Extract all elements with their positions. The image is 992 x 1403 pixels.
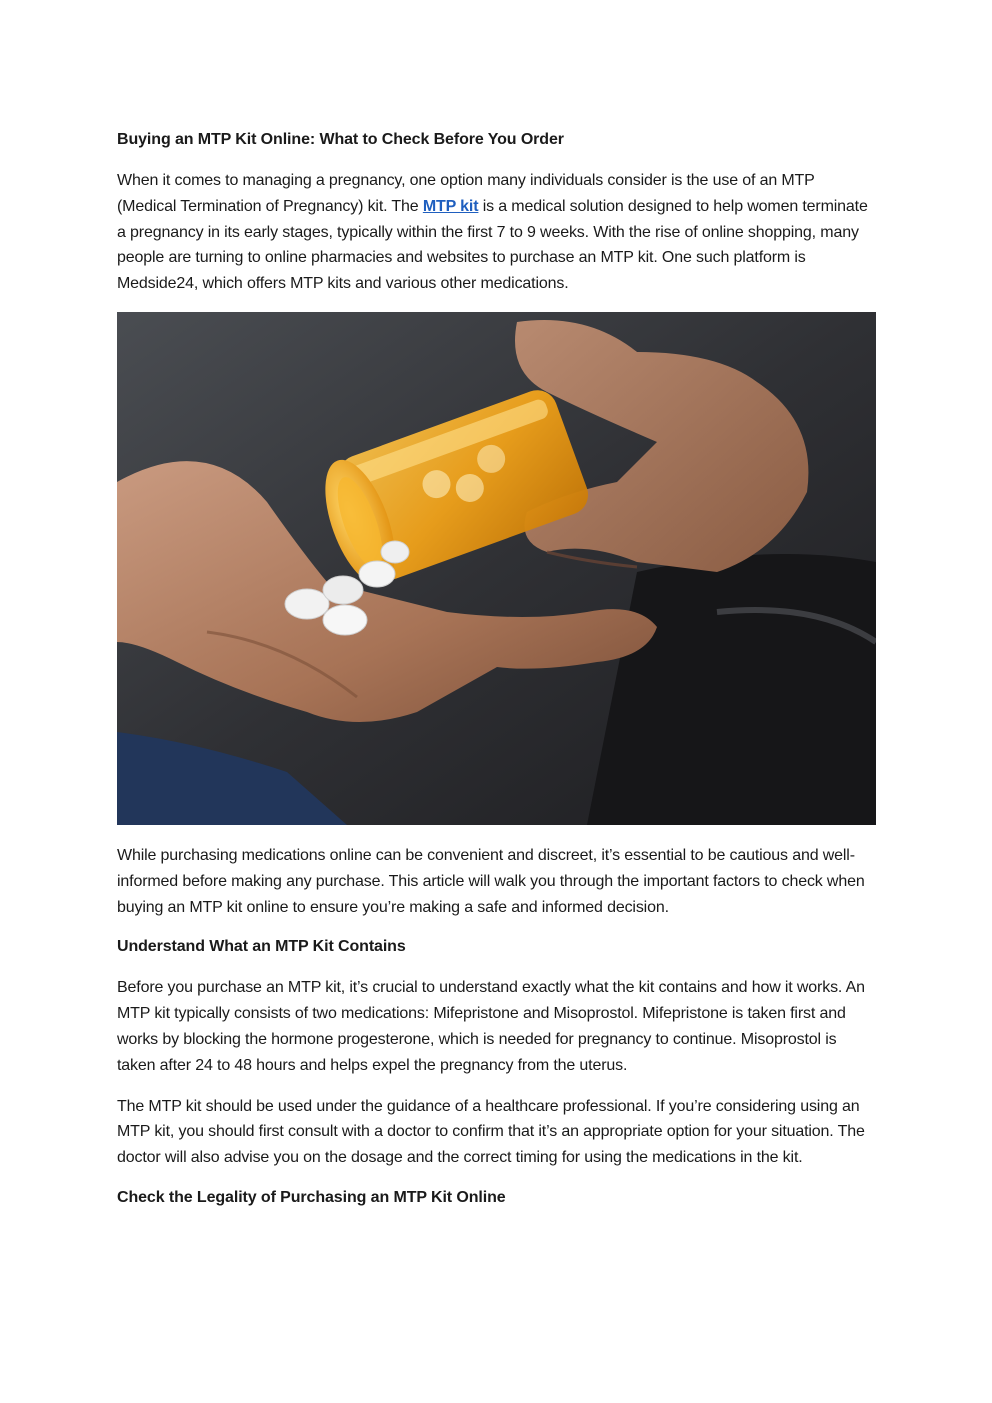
section-heading-legality: Check the Legality of Purchasing an MTP Kit Online [117,1188,506,1206]
article-title: Buying an MTP Kit Online: What to Check Before You Order [117,131,564,148]
intro-paragraph [117,168,877,297]
intro-text-after-link: is a medical solution designed to help women terminate a pregnancy in its early stages, typically within the first 7 to 9 weeks. With the rise of online shopping, many people are turning to online pharmacies and websites to purchase an MTP kit. One such platform is Medside24, which offers MTP kits and various other medications. [117,197,868,293]
pill-bottle-photo [117,312,876,825]
intro-text-before-link: When it comes to managing a pregnancy, one option many individuals consider is the use of an MTP (Medical Termination of Pregnancy) kit. The [117,172,815,215]
section-contents-paragraph-2: The MTP kit should be used under the guidance of a healthcare professional. If you’re considering using an MTP kit, you should first consult with a doctor to confirm that it’s an appropriate option for your situation. The doctor will also advise you on the dosage and the correct timing for using the medications in the kit. [117,1097,865,1167]
section-contents-paragraph-1: Before you purchase an MTP kit, it’s crucial to understand exactly what the kit contains and how it works. An MTP kit typically consists of two medications: Mifepristone and Misoprostol. Mifepristone is taken first and works by blocking the hormone progesterone, which is needed for pregnancy to continue. Misoprostol is taken after 24 to 48 hours and helps expel the pregnancy from the uterus. [117,979,865,1074]
section-heading-contents: Understand What an MTP Kit Contains [117,938,406,956]
mtp-kit-link[interactable]: MTP kit [422,197,479,215]
article [117,128,877,1226]
paragraph-after-image: While purchasing medications online can be convenient and discreet, it’s essential to be cautious and well-informed before making any purchase. This article will walk you through the important factors to check when buying an MTP kit online to ensure you’re making a safe and informed decision. [117,846,865,916]
